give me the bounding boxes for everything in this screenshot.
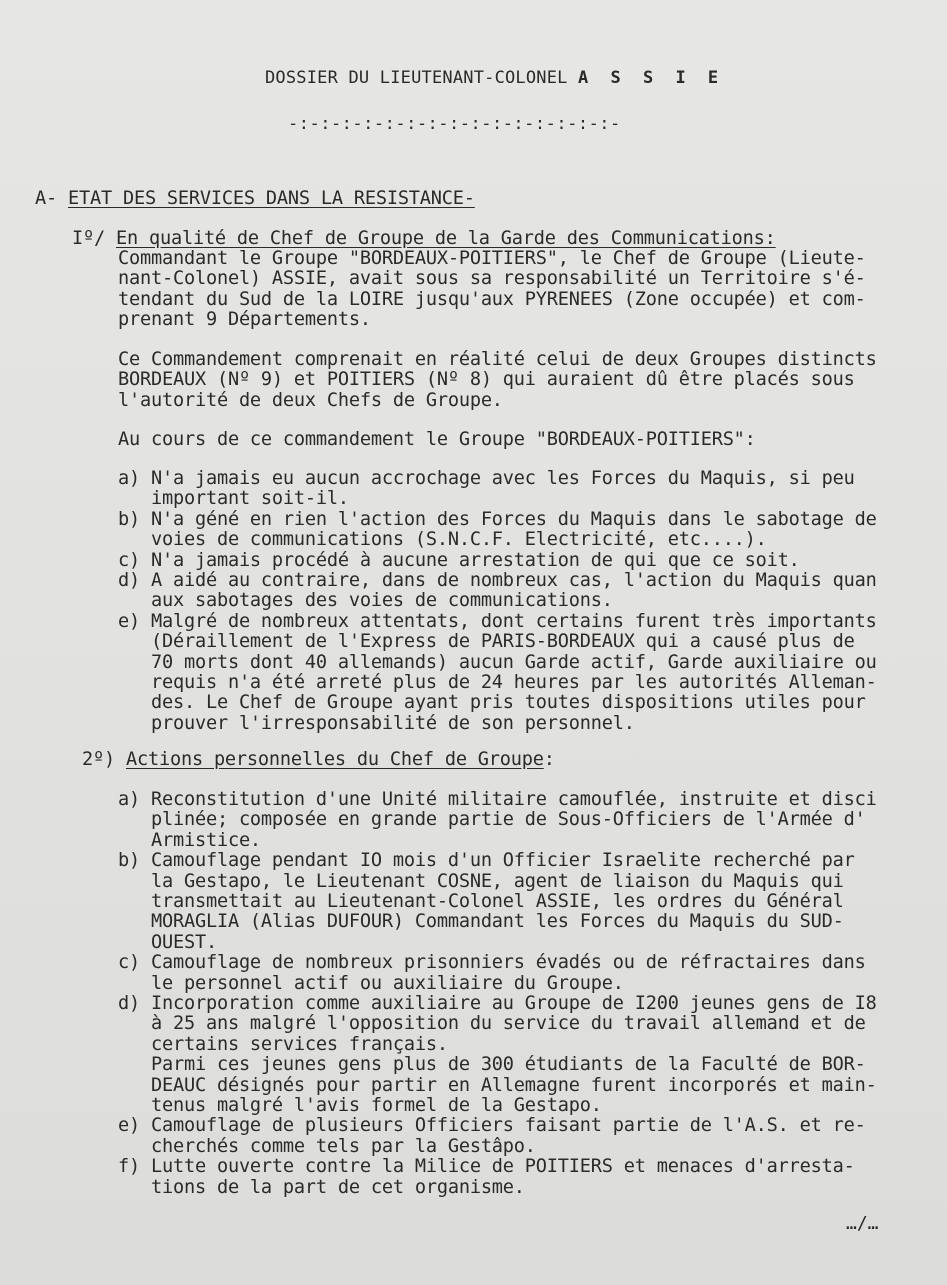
section-a-heading	[35, 189, 475, 209]
list-item-line: plinée; composée en grande partie de Sous-Officiers de l'Armée d'	[118, 809, 866, 831]
page-title	[265, 68, 724, 88]
list-item-line: a) N'a jamais eu aucun accrochage avec les Forces du Maquis, si peu	[118, 468, 855, 489]
list-item-line: (Déraillement de l'Express de PARIS-BORDEAUX qui a causé plus de	[118, 631, 855, 653]
page-title-text: DOSSIER DU LIEUTENANT-COLONEL	[265, 68, 579, 88]
list-item-line: important soit-il.	[118, 488, 349, 510]
list-item-line: voies de communications (S.N.C.F. Electricité, etc....).	[118, 529, 767, 551]
paragraph-line: nant-Colonel) ASSIE, avait sous sa responsabilité un Territoire s'é-	[118, 268, 866, 290]
part1-paragraph3: Au cours de ce commandement le Groupe "BORDEAUX-POITIERS":	[118, 429, 756, 450]
officer-name: A S S I E	[578, 68, 725, 88]
list-item-line: b) Camouflage pendant IO mois d'un Officier Israelite recherché par	[118, 850, 855, 872]
list-item-line: aux sabotages des voies de communications.	[118, 590, 613, 612]
list-item-line: certains services français.	[118, 1033, 448, 1055]
paragraph-line: Ce Commandement comprenait en réalité celui de deux Groupes distincts	[118, 349, 877, 370]
list-item-line: d) Incorporation comme auxiliaire au Groupe de I200 jeunes gens de I8	[118, 993, 877, 1014]
list-item-line: e) Camouflage de plusieurs Officiers faisant partie de l'A.S. et re-	[118, 1115, 866, 1137]
part2-number: 2º)	[82, 749, 126, 770]
part2-title: Actions personnelles du Chef de Groupe	[125, 749, 544, 770]
part1-title: En qualité de Chef de Groupe de la Garde des Communications:	[115, 228, 776, 249]
title-decoration: -:-:-:-:-:-:-:-:-:-:-:-:-:-:-:-	[288, 114, 621, 134]
list-item-line: DEAUC désignés pour partir en Allemagne furent incorporés et main-	[118, 1074, 877, 1096]
list-item-line: le personnel actif ou auxiliaire du Groupe.	[118, 972, 624, 994]
paragraph-line: BORDEAUX (Nº 9) et POITIERS (Nº 8) qui auraient dû être placés sous	[118, 369, 855, 391]
list-item-line: tions de la part de cet organisme.	[118, 1176, 525, 1198]
paragraph-line: Commandant le Groupe "BORDEAUX-POITIERS", le Chef de Groupe (Lieute-	[118, 248, 866, 269]
part2-colon: :	[543, 749, 555, 770]
list-item-line: b) N'a géné en rien l'action des Forces du Maquis dans le sabotage de	[118, 508, 877, 530]
list-item-line: f) Lutte ouverte contre la Milice de POITIERS et menaces d'arresta-	[118, 1156, 855, 1178]
list-item-line: MORAGLIA (Alias DUFOUR) Commandant les Forces du Maquis du SUD-	[118, 911, 844, 933]
paragraph-line: prenant 9 Départements.	[118, 308, 371, 330]
list-item-line: OUEST.	[118, 931, 217, 953]
list-item-line: e) Malgré de nombreux attentats, dont certains furent très importants	[118, 610, 877, 632]
list-item-line: prouver l'irresponsabilité de son personnel.	[118, 712, 635, 734]
list-item-line: à 25 ans malgré l'opposition du service du travail allemand et de	[118, 1013, 866, 1035]
list-item-line: c) N'a jamais procédé à aucune arrestation de qui que ce soit.	[118, 549, 800, 571]
paragraph-line: l'autorité de deux Chefs de Groupe.	[118, 389, 503, 411]
list-item-line: Parmi ces jeunes gens plus de 300 étudiants de la Faculté de BOR-	[118, 1054, 866, 1076]
list-item-line: transmettait au Lieutenant-Colonel ASSIE, les ordres du Général	[118, 891, 844, 912]
paragraph-line: tendant du Sud de la LOIRE jusqu'aux PYRENEES (Zone occupée) et com-	[118, 288, 866, 310]
list-item-line: c) Camouflage de nombreux prisonniers évadés ou de réfractaires dans	[118, 952, 866, 974]
list-item-line: requis n'a été arreté plus de 24 heures par les autorités Alleman-	[118, 672, 877, 693]
section-a-prefix: A-	[35, 188, 68, 209]
list-item-line: d) A aidé au contraire, dans de nombreux cas, l'action du Maquis quan	[118, 570, 877, 591]
part1-number: Iº/	[72, 228, 116, 249]
list-item-line: Armistice.	[118, 829, 261, 851]
part2-heading	[82, 750, 555, 770]
list-item-line: 70 morts dont 40 allemands) aucun Garde actif, Garde auxiliaire ou	[118, 651, 877, 673]
list-item-line: tenus malgré l'avis formel de la Gestapo.	[118, 1095, 602, 1116]
part1-heading	[72, 229, 776, 249]
list-item-line: cherchés comme tels par la Gestâpo.	[118, 1135, 536, 1157]
list-item-line: des. Le Chef de Groupe ayant pris toutes dispositions utiles pour	[118, 692, 866, 714]
list-item-line: la Gestapo, le Lieutenant COSNE, agent de liaison du Maquis qui	[118, 870, 844, 892]
list-item-line: a) Reconstitution d'une Unité militaire camouflée, instruite et disci	[118, 789, 877, 810]
continuation-mark: …/…	[846, 1213, 879, 1234]
section-a-title: ETAT DES SERVICES DANS LA RESISTANCE-	[67, 188, 475, 209]
